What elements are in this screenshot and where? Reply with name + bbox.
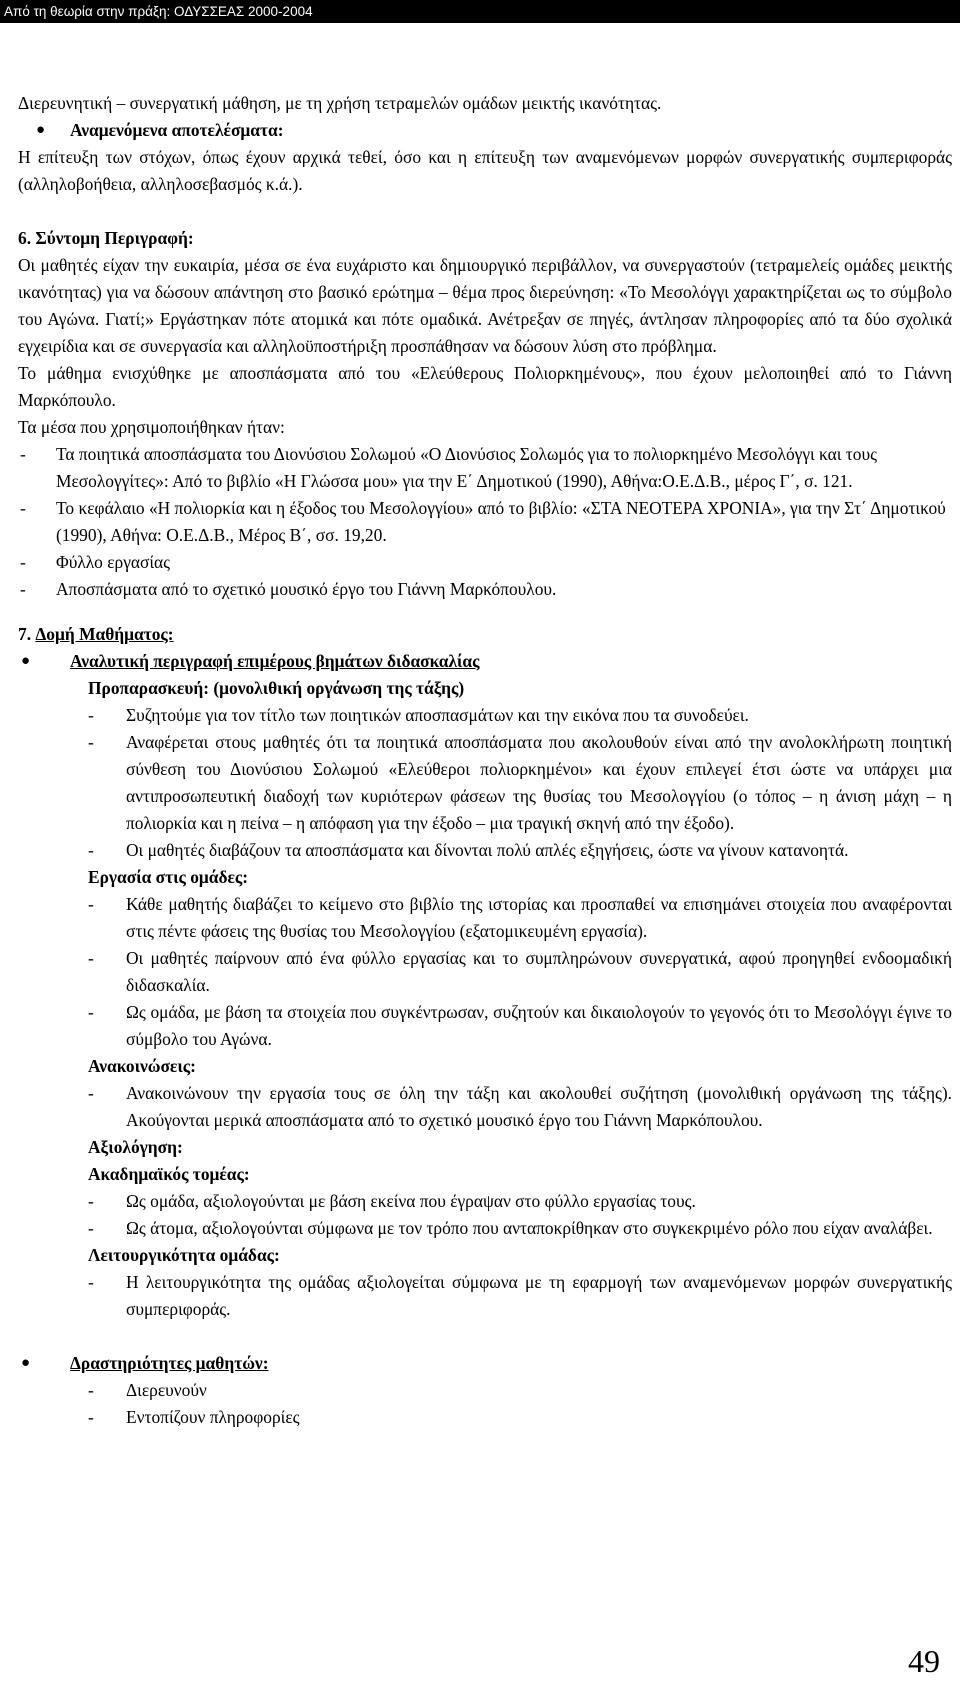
activities-item: [18, 1350, 952, 1377]
group-work-item: - Ως ομάδα, με βάση τα στοιχεία που συγκέντρωσαν, συζητούν και δικαιολογούν το γεγονός ότι το Μεσολόγγι έγινε το σύμβολο του Αγώνα.: [88, 1002, 952, 1049]
means-intro: Τα μέσα που χρησιμοποιήθηκαν ήταν:: [18, 417, 285, 437]
announcements-heading: Ανακοινώσεις:: [88, 1056, 196, 1076]
bullet-icon: ●: [21, 653, 31, 669]
running-header-title: Από τη θεωρία στην πράξη: ΟΔΥΣΣΕΑΣ 2000-2004: [4, 4, 313, 19]
announcements-item: - Ανακοινώνουν την εργασία τους σε όλη την τάξη και ακολουθεί συζήτηση (μονολιθική οργάνωση της τάξης). Ακούγονται μερικά αποσπάσματα από το σχετικό μουσικό έργο του Γιάννη Μαρκόπουλου.: [88, 1083, 952, 1130]
academic-item: - Ως ομάδα, αξιολογούνται με βάση εκείνα που έγραψαν στο φύλλο εργασίας τους.: [88, 1191, 696, 1211]
expected-results-heading-item: [18, 117, 952, 144]
document-body: [18, 90, 952, 1431]
method-line: Διερευνητική – συνεργατική μάθηση, με τη χρήση τετραμελών ομάδων μεικτής ικανότητας.: [18, 93, 662, 113]
section-6-heading: 6. Σύντομη Περιγραφή:: [18, 228, 194, 248]
group-work-item: - Κάθε μαθητής διαβάζει το κείμενο στο βιβλίο της ιστορίας και προσπαθεί να επισημάνει στοιχεία που αναφέρονται στις πέντε φάσεις της θυσίας του Μεσολογγίου (εξατομικευμένη εργασία).: [88, 894, 952, 941]
group-work-item: - Οι μαθητές παίρνουν από ένα φύλλο εργασίας και το συμπληρώνουν συνεργατικά, αφού προηγηθεί ενδοομαδική διδασκαλία.: [88, 948, 952, 995]
preparation-item: - Συζητούμε για τον τίτλο των ποιητικών αποσπασμάτων και την εικόνα που τα συνοδεύει.: [88, 705, 749, 725]
section-6-paragraph-2: Το μάθημα ενισχύθηκε με αποσπάσματα από του «Ελεύθερους Πολιορκημένους», που έχουν μελοποιηθεί από το Γιάννη Μαρκόπουλο.: [18, 363, 952, 410]
section-6-paragraph-1: Οι μαθητές είχαν την ευκαιρία, μέσα σε ένα ευχάριστο και δημιουργικό περιβάλλον, να συνεργαστούν (τετραμελείς ομάδες μεικτής ικανότητας) για να δώσουν απάντηση στο βασικό ερώτημα – θέμα προς διερεύνηση: «Το Μεσολόγγι χαρακτηρίζεται ως το σύμβολο του Αγώνα. Γιατί;» Εργάστηκαν πότε ατομικά και πότε ομαδικά. Ανέτρεξαν σε πηγές, άντλησαν πληροφορίες από τα δύο σχολικά εγχειρίδια και σε συνεργασία και αλληλοϋποστήριξη προσπάθησαν να δώσουν λύση στο πρόβλημα.: [18, 255, 952, 356]
preparation-item: - Οι μαθητές διαβάζουν τα αποσπάσματα και δίνονται πολύ απλές εξηγήσεις, ώστε να γίνουν κατανοητά.: [88, 840, 849, 860]
group-work-heading: Εργασία στις ομάδες:: [88, 867, 249, 887]
evaluation-heading: Αξιολόγηση:: [88, 1137, 183, 1157]
group-functionality-heading: Λειτουργικότητα ομάδας:: [88, 1245, 280, 1265]
activity-item: - Εντοπίζουν πληροφορίες: [88, 1407, 300, 1427]
expected-results-text: Η επίτευξη των στόχων, όπως έχουν αρχικά τεθεί, όσο και η επίτευξη των αναμενόμενων μορφών συνεργατικής συμπεριφοράς (αλληλοβοήθεια, αλληλοσεβασμός κ.ά.).: [18, 147, 952, 194]
preparation-heading: Προπαρασκευή: (μονολιθική οργάνωση της τάξης): [88, 678, 465, 698]
academic-heading: Ακαδημαϊκός τομέας:: [88, 1164, 250, 1184]
analytic-description-item: [18, 648, 952, 675]
page-number: 49: [908, 1643, 940, 1679]
means-item: - Τα ποιητικά αποσπάσματα του Διονύσιου Σολωμού «Ο Διονύσιος Σολωμός για το πολιορκημένο Μεσολόγγι και τους Μεσολογγίτες»: Από το βιβλίο «Η Γλώσσα μου» για την Ε΄ Δημοτικού (1990), Αθήνα:Ο.Ε.Δ.Β., μέρος Γ΄, σ. 121.: [20, 444, 877, 491]
means-item: - Το κεφάλαιο «Η πολιορκία και η έξοδος του Μεσολογγίου» από το βιβλίο: «ΣΤΑ ΝΕΟΤΕΡΑ ΧΡΟΝΙΑ», για την Στ΄ Δημοτικού (1990), Αθήνα: Ο.Ε.Δ.Β., Μέρος Β΄, σσ. 19,20.: [20, 498, 946, 545]
means-item: - Φύλλο εργασίας: [20, 552, 171, 572]
bullet-icon: ●: [36, 122, 46, 138]
bullet-icon: ●: [21, 1355, 31, 1371]
group-functionality-item: - Η λειτουργικότητα της ομάδας αξιολογείται σύμφωνα με τη εφαρμογή των αναμενόμενων μορφών συνεργατικής συμπεριφοράς.: [88, 1272, 952, 1319]
preparation-item: - Αναφέρεται στους μαθητές ότι τα ποιητικά αποσπάσματα που ακολουθούν είναι από την ανολοκλήρωτη ποιητική σύνθεση του Διονύσιου Σολωμού «Ελεύθεροι πολιορκημένοι» και έχουν επιλεγεί έτσι ώστε να υπάρχει μια αντιπροσωπευτική διαδοχή των κυριότερων φάσεων της θυσίας του Μεσολογγίου (ο τόπος – η άνιση μάχη – η πολιορκία και η πείνα – η απόφαση για την έξοδο – μια τραγική σκηνή από την έξοδο).: [88, 732, 952, 833]
section-7-heading: 7. Δομή Μαθήματος:: [18, 624, 174, 644]
academic-item: - Ως άτομα, αξιολογούνται σύμφωνα με τον τρόπο που ανταποκρίθηκαν στο συγκεκριμένο ρόλο που είχαν αναλάβει.: [88, 1218, 933, 1238]
running-header: [0, 0, 960, 23]
activity-item: - Διερευνούν: [88, 1380, 207, 1400]
activities-heading: Δραστηριότητες μαθητών:: [70, 1353, 269, 1373]
expected-results-heading: Αναμενόμενα αποτελέσματα:: [70, 120, 284, 140]
analytic-description-heading: Αναλυτική περιγραφή επιμέρους βημάτων διδασκαλίας: [70, 651, 480, 671]
means-item: - Αποσπάσματα από το σχετικό μουσικό έργο του Γιάννη Μαρκόπουλου.: [20, 579, 557, 599]
